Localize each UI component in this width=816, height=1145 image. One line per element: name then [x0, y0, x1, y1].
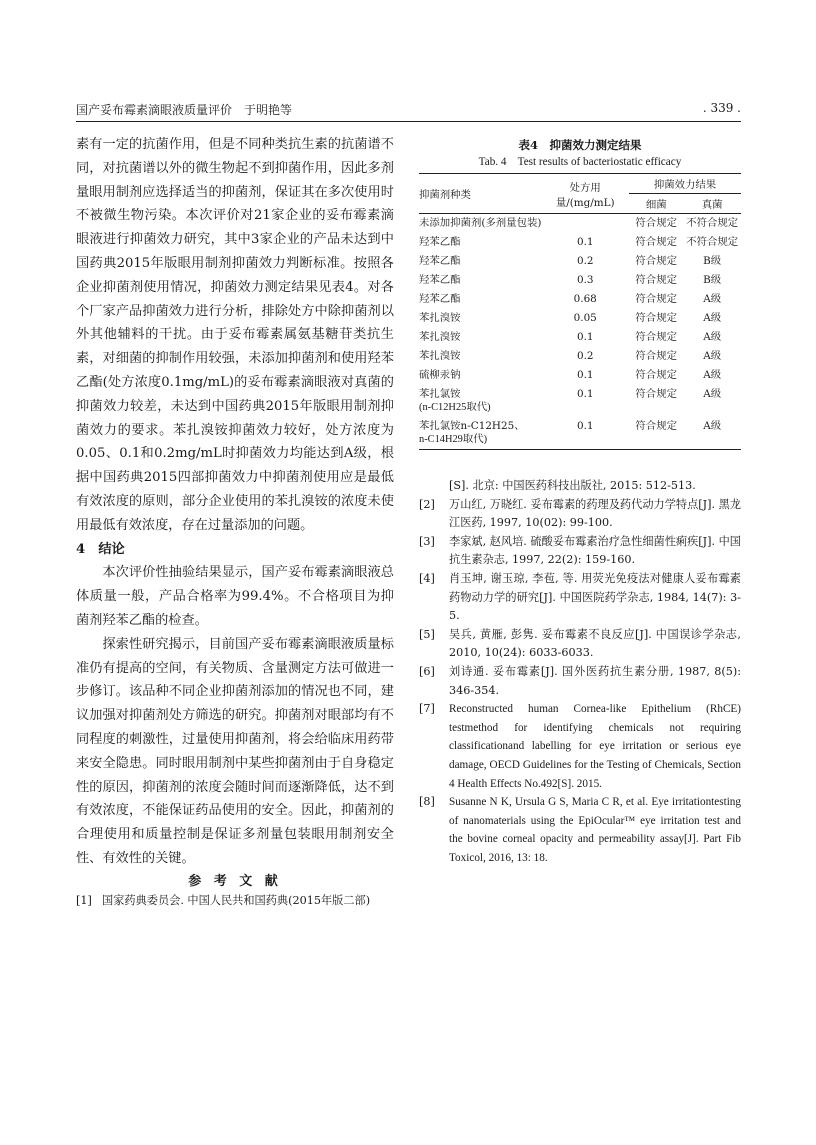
cell-bacteria: 符合规定 [635, 235, 677, 248]
table-caption-en: Tab. 4 Test results of bacteriostatic efficacy [478, 156, 682, 168]
reference-item [419, 533, 741, 570]
table-row [419, 417, 741, 450]
table-4 [419, 137, 741, 450]
table-row [419, 309, 741, 328]
cell-fungi: A级 [703, 330, 722, 343]
table-row [419, 347, 741, 366]
cell-bacteria: 符合规定 [635, 254, 677, 267]
reference-text: 刘诗通. 妥布霉素[J]. 国外医药抗生素分册, 1987, 8(5): 346-354. [449, 664, 741, 697]
cell-agent-line2: (n-C12H25取代) [419, 401, 491, 413]
cell-dose: 0.1 [576, 235, 594, 248]
cell-dose: 0.2 [576, 254, 594, 267]
cell-agent: 羟苯乙酯 [419, 273, 461, 286]
cell-bacteria: 符合规定 [635, 273, 677, 286]
table-row [419, 290, 741, 309]
reference-number: [4] [419, 571, 435, 585]
cell-agent-line1: 苯扎氯铵 [419, 387, 461, 400]
header-dose: 处方用量/(mg/mL) [541, 174, 629, 214]
header-title: 国产妥布霉素滴眼液质量评价 于明艳等 [76, 103, 293, 117]
reference-item [419, 663, 741, 700]
reference-number: [2] [419, 497, 435, 511]
cell-dose: 0.05 [573, 311, 597, 324]
table-row [419, 271, 741, 290]
cell-bacteria: 符合规定 [635, 217, 677, 229]
reference-number: [1] [76, 893, 92, 907]
reference-text: 李家斌, 赵风培. 硫酸妥布霉素治疗急性细菌性痢疾[J]. 中国抗生素杂志, 1997, 22(2): 159-160. [449, 534, 741, 567]
cell-agent: 羟苯乙酯 [419, 235, 461, 248]
reference-number: [5] [419, 627, 435, 641]
reference-number: [8] [419, 795, 435, 809]
cell-fungi: B级 [703, 273, 722, 286]
reference-number: [3] [419, 534, 435, 548]
cell-agent-line2: n-C14H29取代) [419, 433, 488, 445]
cell-bacteria: 符合规定 [635, 330, 677, 343]
header-fungi: 真菌 [683, 194, 741, 214]
body-paragraph-1: 素有一定的抗菌作用，但是不同种类抗生素的抗菌谱不同，对抗菌谱以外的微生物起不到抑菌作用，因此多剂量眼用制剂应选择适当的抑菌剂，保证其在多次使用时不被微生物污染。本次评价对21家企业的妥布霉素滴眼液进行抑菌效力研究，其中3家企业的产品未达到中国药典2015年版眼用制剂抑菌效力判断标准。按照各企业抑菌剂使用情况，抑菌效力测定结果见表4。对各个厂家产品抑菌效力进行分析，排除处方中除抑菌剂以外其他辅料的干扰。由于妥布霉素属氨基糖苷类抗生素，对细菌的抑制作用较强，未添加抑菌剂和使用羟苯乙酯(处方浓度0.1mg/mL)的妥布霉素滴眼液对真菌的抑菌效力较差，未达到中国药典2015年版眼用制剂抑菌效力的要求。苯扎溴铵抑菌效力较好，处方浓度为0.05、0.1和0.2mg/mL时抑菌效力均能达到A级，根据中国药典2015四部抑菌效力中抑菌剂使用应是最低有效浓度的原则，部分企业使用的苯扎溴铵的浓度未使用最低有效浓度，存在过量添加的问题。 [76, 137, 394, 533]
reference-text: 万山红, 万晓红. 妥布霉素的药理及药代动力学特点[J]. 黑龙江医药, 1997, 10(02): 99-100. [449, 497, 741, 530]
cell-bacteria: 符合规定 [635, 292, 677, 305]
reference-item-1 [76, 892, 394, 910]
header-result-group: 抑菌效力结果 [629, 174, 741, 194]
cell-bacteria: 符合规定 [635, 368, 677, 381]
cell-agent: 苯扎溴铵 [419, 311, 461, 324]
reference-item [419, 793, 741, 867]
reference-text: 肖玉坤, 谢玉琼, 李苞, 等. 用荧光免疫法对健康人妥布霉素药物动力学的研究[J]. 中国医院药学杂志, 1984, 14(7): 3-5. [449, 571, 741, 623]
reference-item [419, 496, 741, 533]
cell-fungi: A级 [703, 292, 722, 305]
cell-fungi: 不符合规定 [686, 217, 739, 229]
cell-dose: 0.1 [576, 330, 594, 343]
header-agent: 抑菌剂种类 [419, 174, 541, 214]
cell-agent: 苯扎溴铵 [419, 349, 461, 362]
cell-agent: 羟苯乙酯 [419, 292, 461, 305]
body-paragraph-3: 探索性研究揭示，目前国产妥布霉素滴眼液质量标准仍有提高的空间，有关物质、含量测定方法可做进一步修订。该品种不同企业抑菌剂添加的情况也不同，建议加强对抑菌剂处方筛选的研究。抑菌剂对眼部均有不同程度的刺激性，过量使用抑菌剂，将会给临床用药带来安全隐患。同时眼用制剂中某些抑菌剂由于自身稳定性的原因，抑菌剂的浓度会随时间而逐渐降低，达不到有效浓度，不能保证药品使用的安全。因此，抑菌剂的合理使用和质量控制是保证多剂量包装眼用制剂安全性、有效性的关键。 [76, 636, 394, 866]
cell-bacteria: 符合规定 [635, 387, 677, 400]
table-row [419, 328, 741, 347]
efficacy-table [419, 173, 741, 450]
page-number: . 339 . [702, 101, 741, 115]
cell-bacteria: 符合规定 [629, 417, 683, 450]
table-row [419, 214, 741, 233]
table-row [419, 366, 741, 385]
cell-dose: 0.1 [576, 368, 594, 381]
reference-item [419, 626, 741, 663]
cell-fungi: B级 [703, 254, 722, 267]
reference-number: [6] [419, 664, 435, 678]
cell-bacteria: 符合规定 [635, 311, 677, 324]
cell-fungi: 不符合规定 [686, 235, 739, 248]
table-caption-cn: 表4 抑菌效力测定结果 [518, 138, 642, 152]
cell-fungi: A级 [703, 311, 722, 324]
reference-text: 吴兵, 黄雁, 彭隽. 妥布霉素不良反应[J]. 中国误诊学杂志, 2010, 10(24): 6033-6033. [449, 627, 741, 660]
reference-1-continued: [S]. 北京: 中国医药科技出版社, 2015: 512-513. [449, 479, 696, 492]
reference-text: Reconstructed human Cornea-like Epithelium (RhCE) testmethod for identifying chemicals not requiring classificationand labelling for eye irritation or serious eye damage, OECD Guidelines for the Testing of Chemicals, Section 4 Health Effects No.492[S]. 2015. [449, 703, 741, 790]
cell-fungi: A级 [703, 387, 722, 400]
section-heading-conclusion: 4 结论 [76, 541, 125, 557]
cell-agent [419, 385, 541, 417]
cell-bacteria: 符合规定 [635, 349, 677, 362]
header-rule [76, 121, 741, 122]
table-row [419, 233, 741, 252]
reference-item [419, 570, 741, 626]
reference-text: Susanne N K, Ursula G S, Maria C R, et al. Eye irritationtesting of nanomaterials using the EpiOcular™ eye irritation test and the bovine corneal opacity and permeability assay[J]. Part Fib Toxicol, 2016, 13: 18. [449, 796, 741, 864]
cell-dose: 0.1 [576, 387, 594, 400]
reference-item [419, 700, 741, 793]
cell-dose: 0.1 [541, 417, 629, 450]
right-references [419, 477, 741, 867]
reference-number: [7] [419, 702, 435, 716]
left-column [76, 133, 394, 910]
cell-agent-line1: 苯扎氯铵n-C12H25、 [419, 419, 525, 432]
cell-dose: 0.2 [576, 349, 594, 362]
table-row [419, 252, 741, 271]
cell-agent: 羟苯乙酯 [419, 254, 461, 267]
header-bacteria: 细菌 [629, 194, 683, 214]
cell-agent: 未添加抑菌剂(多剂量包装) [419, 217, 542, 229]
body-paragraph-2: 本次评价性抽验结果显示，国产妥布霉素滴眼液总体质量一般，产品合格率为99.4%。不合格项目为抑菌剂羟苯乙酯的检查。 [76, 565, 394, 628]
cell-fungi: A级 [683, 417, 741, 450]
reference-text: 国家药典委员会. 中国人民共和国药典(2015年版二部) [102, 893, 371, 907]
cell-agent: 硫柳汞钠 [419, 368, 461, 381]
cell-dose: 0.68 [573, 292, 597, 305]
references-heading: 参 考 文 献 [188, 873, 282, 889]
cell-dose: 0.3 [576, 273, 594, 286]
cell-dose [541, 214, 629, 233]
cell-agent: 苯扎溴铵 [419, 330, 461, 343]
cell-agent [419, 417, 541, 450]
cell-fungi: A级 [703, 349, 722, 362]
cell-fungi: A级 [703, 368, 722, 381]
table-row [419, 385, 741, 417]
